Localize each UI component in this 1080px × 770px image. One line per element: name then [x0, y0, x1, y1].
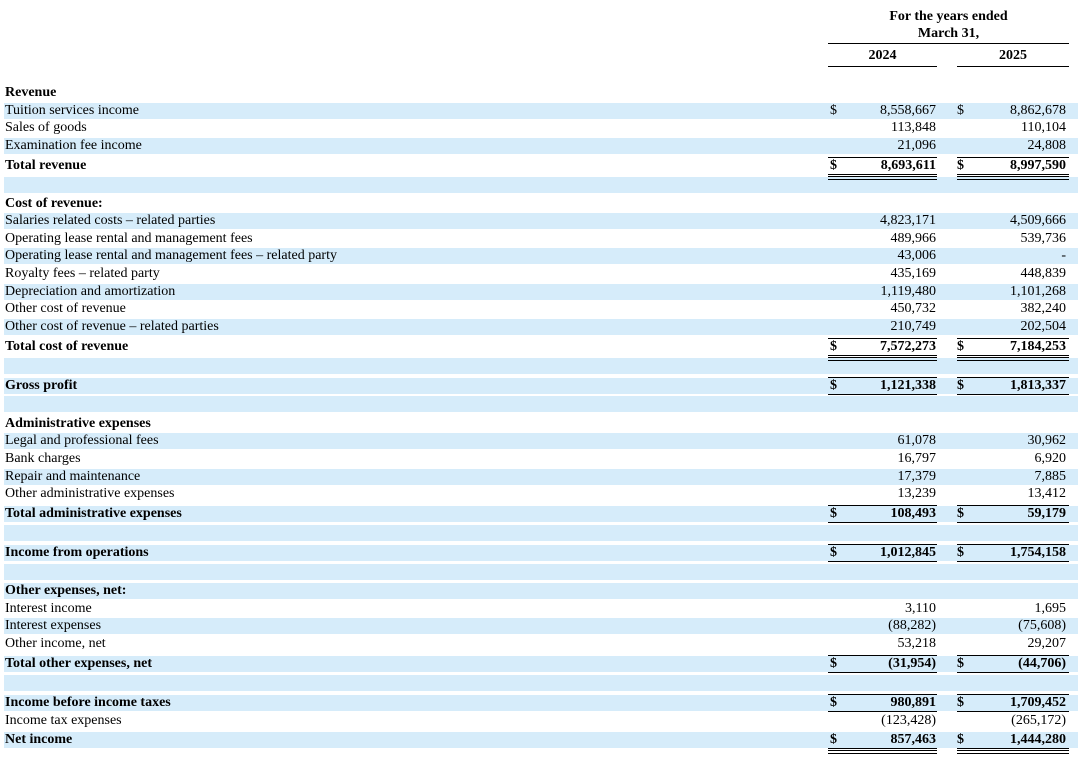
row-label: Revenue — [5, 85, 57, 100]
statement-row — [0, 212, 1080, 229]
currency-symbol-2025: $ — [957, 732, 964, 747]
value-2025: (44,706) — [1018, 656, 1066, 671]
period-heading — [828, 8, 1069, 42]
row-band-spacer — [4, 396, 1078, 412]
row-label: Legal and professional fees — [5, 433, 159, 448]
statement-row — [0, 432, 1080, 449]
total-rule — [828, 355, 937, 356]
value-2024: 17,379 — [897, 469, 936, 484]
year-2024-rule — [828, 66, 937, 67]
value-2024: 489,966 — [890, 231, 936, 246]
double-underline — [828, 357, 937, 361]
row-label: Operating lease rental and management fees – related party — [5, 248, 337, 263]
value-2024: 210,749 — [890, 319, 936, 334]
row-label: Total revenue — [5, 158, 87, 173]
currency-symbol-2024: $ — [830, 695, 837, 710]
statement-row — [0, 283, 1080, 300]
value-2024: 21,096 — [897, 138, 936, 153]
value-2025: 202,504 — [1020, 319, 1066, 334]
statement-row — [0, 450, 1080, 467]
statement-row — [0, 544, 1080, 561]
row-label: Other administrative expenses — [5, 486, 175, 501]
row-label: Interest income — [5, 601, 92, 616]
value-2025: 8,862,678 — [1010, 103, 1066, 118]
currency-symbol-2025: $ — [957, 545, 964, 560]
statement-row — [0, 195, 1080, 212]
subtotal-rule — [957, 544, 1069, 545]
value-2025: 4,509,666 — [1010, 213, 1066, 228]
row-label: Salaries related costs – related parties — [5, 213, 216, 228]
value-2024: (88,282) — [888, 618, 936, 633]
currency-symbol-2025: $ — [957, 339, 964, 354]
currency-symbol-2024: $ — [830, 545, 837, 560]
statement-row — [0, 119, 1080, 136]
value-2025: 8,997,590 — [1010, 158, 1066, 173]
double-underline — [957, 357, 1069, 361]
row-label: Depreciation and amortization — [5, 284, 176, 299]
value-2024: 61,078 — [897, 433, 936, 448]
statement-row — [0, 247, 1080, 264]
value-2024: 108,493 — [890, 506, 936, 521]
currency-symbol-2025: $ — [957, 695, 964, 710]
statement-row — [0, 415, 1080, 432]
subtotal-rule — [828, 655, 937, 656]
statement-row — [0, 265, 1080, 282]
double-underline — [828, 750, 937, 754]
statement-row — [0, 157, 1080, 174]
statement-row — [0, 712, 1080, 729]
statement-row — [0, 600, 1080, 617]
value-2024: 450,732 — [890, 301, 936, 316]
currency-symbol-2024: $ — [830, 103, 837, 118]
total-rule — [828, 522, 937, 523]
subtotal-rule — [957, 157, 1069, 158]
currency-symbol-2024: $ — [830, 656, 837, 671]
row-label: Royalty fees – related party — [5, 266, 160, 281]
statement-row — [0, 468, 1080, 485]
row-label: Bank charges — [5, 451, 81, 466]
value-2024: (123,428) — [881, 713, 936, 728]
total-rule — [957, 394, 1069, 395]
value-2024: 435,169 — [890, 266, 936, 281]
total-rule — [957, 522, 1069, 523]
value-2025: 7,885 — [1034, 469, 1066, 484]
row-label: Other cost of revenue – related parties — [5, 319, 219, 334]
row-band-spacer — [4, 675, 1078, 691]
value-2025: (75,608) — [1018, 618, 1066, 633]
currency-symbol-2025: $ — [957, 378, 964, 393]
value-2024: 1,012,845 — [880, 545, 936, 560]
value-2024: 53,218 — [897, 636, 936, 651]
total-rule — [957, 672, 1069, 673]
year-2024-header: 2024 — [868, 48, 897, 63]
value-2025: 30,962 — [1027, 433, 1066, 448]
statement-row — [0, 84, 1080, 101]
double-underline — [828, 176, 937, 180]
value-2024: 43,006 — [897, 248, 936, 263]
statement-row — [0, 635, 1080, 652]
currency-symbol-2025: $ — [957, 158, 964, 173]
period-heading-line1: For the years ended — [889, 9, 1008, 24]
total-rule — [828, 672, 937, 673]
statement-row — [0, 300, 1080, 317]
value-2025: 1,101,268 — [1010, 284, 1066, 299]
statement-row — [0, 377, 1080, 394]
row-label: Total administrative expenses — [5, 506, 182, 521]
currency-symbol-2024: $ — [830, 339, 837, 354]
value-2025: 1,709,452 — [1010, 695, 1066, 710]
value-2025: 110,104 — [1021, 120, 1066, 135]
subtotal-rule — [957, 694, 1069, 695]
value-2024: 7,572,273 — [880, 339, 936, 354]
statement-row — [0, 655, 1080, 672]
currency-symbol-2024: $ — [830, 732, 837, 747]
subtotal-rule — [957, 338, 1069, 339]
statement-row — [0, 137, 1080, 154]
value-2025: 539,736 — [1020, 231, 1066, 246]
value-2024: 8,693,611 — [880, 158, 936, 173]
statement-row — [0, 582, 1080, 599]
row-label: Interest expenses — [5, 618, 102, 633]
row-label: Administrative expenses — [5, 416, 151, 431]
total-rule — [828, 394, 937, 395]
row-label: Income tax expenses — [5, 713, 122, 728]
value-2024: 1,119,480 — [880, 284, 936, 299]
value-2025: 29,207 — [1027, 636, 1066, 651]
value-2025: 1,444,280 — [1010, 732, 1066, 747]
row-label: Repair and maintenance — [5, 469, 141, 484]
row-label: Other income, net — [5, 636, 106, 651]
value-2024: 16,797 — [897, 451, 936, 466]
value-2025: (265,172) — [1011, 713, 1066, 728]
total-rule — [957, 355, 1069, 356]
year-2025-header: 2025 — [999, 48, 1027, 63]
year-2025-rule — [957, 66, 1069, 67]
statement-row — [0, 338, 1080, 355]
value-2024: 857,463 — [890, 732, 936, 747]
period-heading-line2: March 31, — [917, 26, 980, 41]
row-band-spacer — [4, 564, 1078, 580]
value-2025: 13,412 — [1027, 486, 1066, 501]
value-2024: 3,110 — [905, 601, 936, 616]
currency-symbol-2024: $ — [830, 158, 837, 173]
subtotal-rule — [957, 377, 1069, 378]
total-rule — [957, 748, 1069, 749]
statement-row — [0, 505, 1080, 522]
row-label: Net income — [5, 732, 73, 747]
subtotal-rule — [957, 505, 1069, 506]
total-rule — [957, 174, 1069, 175]
subtotal-rule — [828, 505, 937, 506]
statement-row — [0, 694, 1080, 711]
value-2024: 1,121,338 — [880, 378, 936, 393]
subtotal-rule — [828, 157, 937, 158]
value-2025: - — [1061, 248, 1066, 263]
subtotal-rule — [828, 694, 937, 695]
value-2025: 1,813,337 — [1010, 378, 1066, 393]
value-2025: 24,808 — [1027, 138, 1066, 153]
period-heading-rule — [828, 43, 1069, 44]
total-rule — [828, 561, 937, 562]
row-label: Gross profit — [5, 378, 78, 393]
value-2024: (31,954) — [888, 656, 936, 671]
total-rule — [828, 748, 937, 749]
row-label: Income before income taxes — [5, 695, 171, 710]
statement-row — [0, 485, 1080, 502]
double-underline — [957, 176, 1069, 180]
value-2025: 1,695 — [1034, 601, 1066, 616]
value-2025: 6,920 — [1034, 451, 1066, 466]
value-2025: 448,839 — [1020, 266, 1066, 281]
statement-row — [0, 731, 1080, 748]
row-label: Total cost of revenue — [5, 339, 129, 354]
row-label: Other cost of revenue — [5, 301, 126, 316]
row-label: Total other expenses, net — [5, 656, 152, 671]
value-2024: 113,848 — [891, 120, 936, 135]
row-label: Income from operations — [5, 545, 149, 560]
value-2024: 980,891 — [890, 695, 936, 710]
statement-row — [0, 230, 1080, 247]
row-label: Sales of goods — [5, 120, 87, 135]
total-rule — [828, 174, 937, 175]
row-label: Other expenses, net: — [5, 583, 127, 598]
value-2024: 8,558,667 — [880, 103, 936, 118]
double-underline — [957, 750, 1069, 754]
total-rule — [957, 561, 1069, 562]
statement-row — [0, 318, 1080, 335]
currency-symbol-2024: $ — [830, 506, 837, 521]
subtotal-rule — [957, 655, 1069, 656]
subtotal-rule — [828, 377, 937, 378]
currency-symbol-2024: $ — [830, 378, 837, 393]
currency-symbol-2025: $ — [957, 656, 964, 671]
subtotal-rule — [828, 544, 937, 545]
row-label: Tuition services income — [5, 103, 140, 118]
row-label: Operating lease rental and management fees — [5, 231, 253, 246]
value-2025: 382,240 — [1020, 301, 1066, 316]
value-2025: 1,754,158 — [1010, 545, 1066, 560]
subtotal-rule — [828, 338, 937, 339]
currency-symbol-2025: $ — [957, 506, 964, 521]
row-label: Cost of revenue: — [5, 196, 103, 211]
row-band-spacer — [4, 525, 1078, 541]
value-2024: 4,823,171 — [880, 213, 936, 228]
statement-row — [0, 102, 1080, 119]
currency-symbol-2025: $ — [957, 103, 964, 118]
value-2025: 59,179 — [1027, 506, 1066, 521]
value-2025: 7,184,253 — [1010, 339, 1066, 354]
statement-row — [0, 617, 1080, 634]
value-2024: 13,239 — [897, 486, 936, 501]
row-label: Examination fee income — [5, 138, 142, 153]
